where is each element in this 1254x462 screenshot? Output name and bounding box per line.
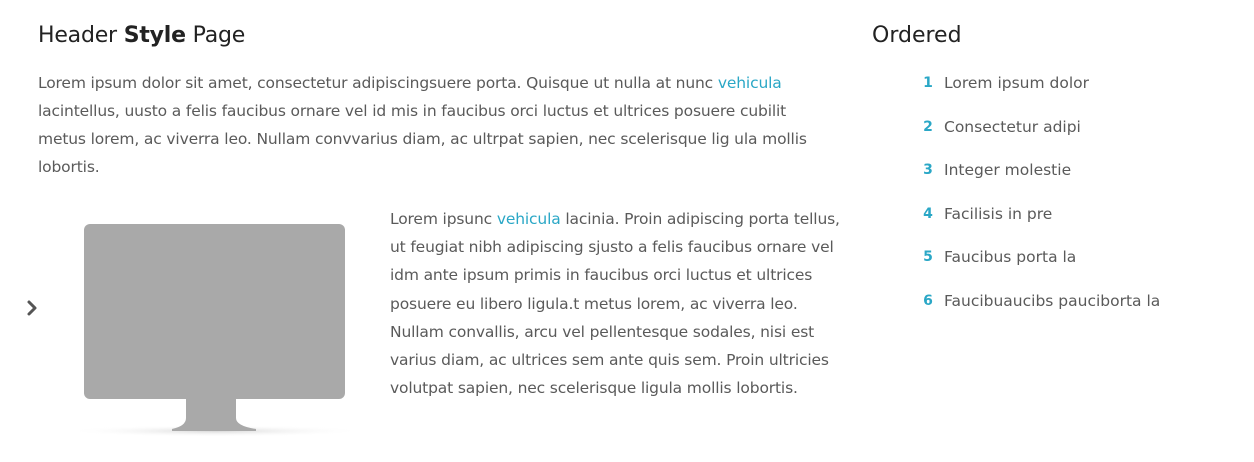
list-item[interactable] (912, 156, 1160, 200)
ordered-list (912, 69, 1160, 331)
list-item-label: Integer molestie (944, 161, 1072, 180)
side-vehicula-link[interactable]: vehicula (496, 210, 561, 228)
list-number: 4 (923, 205, 933, 222)
side-text-end: lacinia. Proin adipiscing porta tellus, ut feugiat nibh adipiscing sjusto a felis faucibus ornare vel idm ante ipsum primis in faucibus orci luctus et ultrices posuere eu libero ligula.t metus lorem, ac viverra leo. Nullam convallis, arcu vel pellentesque sodales, nisi est varius diam, ac ultrices sem ante quis sem. Proin ultricies volutpat sapien, nec scelerisque ligula mollis lobortis. (390, 210, 840, 398)
list-item-label: Faucibus porta la (944, 248, 1077, 267)
intro-paragraph (38, 69, 828, 181)
monitor-icon (64, 220, 366, 440)
list-item-label: Facilisis in pre (944, 204, 1053, 223)
page-title (38, 23, 245, 48)
intro-vehicula-link[interactable]: vehicula (717, 74, 782, 92)
list-number: 3 (923, 162, 933, 179)
side-text-start: Lorem ipsunc (390, 210, 497, 228)
title-part-1: Header (38, 23, 117, 48)
list-item[interactable] (912, 243, 1160, 287)
list-number: 2 (923, 118, 933, 135)
list-item[interactable] (912, 287, 1160, 331)
chevron-right-icon[interactable] (22, 296, 42, 320)
list-item-label: Lorem ipsum dolor (944, 74, 1089, 92)
side-paragraph (390, 205, 840, 402)
title-bold: Style (123, 23, 186, 48)
list-item-label: Consectetur adipi (944, 117, 1081, 136)
intro-text-end: lacintellus, uusto a felis faucibus ornare vel id mis in faucibus orci luctus et ultrices posuere cubilit metus lorem, ac viverra leo. Nullam convvarius diam, ac ultrpat sapien, nec scelerisque lig ula mollis lobortis. (38, 102, 807, 176)
ordered-title: Ordered (872, 23, 962, 48)
list-item[interactable] (912, 200, 1160, 244)
list-number: 1 (923, 75, 933, 91)
title-part-2: Page (192, 23, 246, 48)
intro-text-start: Lorem ipsum dolor sit amet, consectetur adipiscingsuere porta. Quisque ut nulla at nunc (38, 74, 718, 92)
list-number: 6 (923, 292, 933, 309)
list-item[interactable] (912, 69, 1160, 113)
list-item-label: Faucibuaucibs pauciborta la (944, 291, 1161, 310)
list-item[interactable] (912, 113, 1160, 157)
list-number: 5 (923, 249, 933, 266)
